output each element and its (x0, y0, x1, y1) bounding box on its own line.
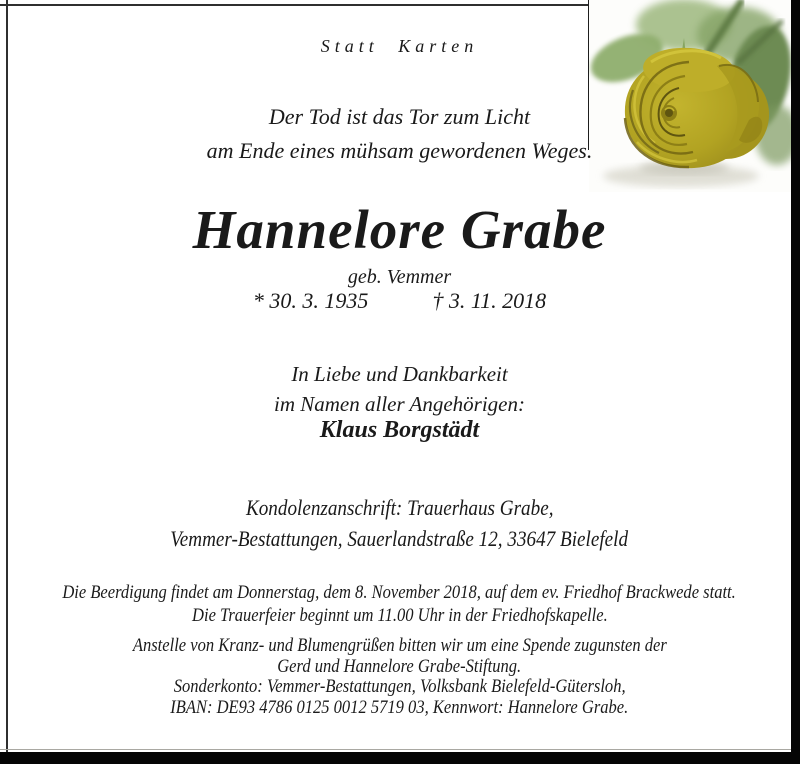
maiden-name: geb. Vemmer (347, 266, 452, 288)
birth-date: * 30. 3. 1935 (252, 288, 369, 313)
scan-edge-right (791, 0, 800, 764)
statt-karten-label: Statt Karten (320, 36, 479, 56)
epigraph-line-1: Der Tod ist das Tor zum Licht (268, 104, 531, 129)
mourner-name: Klaus Borgstädt (319, 417, 480, 443)
donation-info (8, 636, 791, 718)
donation-line-3: Sonderkonto: Vemmer-Bestattungen, Volksbank Bielefeld-Gütersloh, (173, 676, 626, 697)
funeral-info (8, 581, 791, 627)
deceased-name: Hannelore Grabe (192, 199, 607, 260)
donation-line-4: IBAN: DE93 4786 0125 0012 5719 03, Kennwort: Hannelore Grabe. (170, 696, 629, 718)
mourning-line-2: im Namen aller Angehörigen: (274, 392, 525, 416)
condolence-address (8, 492, 791, 554)
condolence-line-2: Vemmer-Bestattungen, Sauerlandstraße 12, 33647 Bielefeld (170, 526, 629, 551)
frame-bottom-line (0, 749, 791, 750)
funeral-line-2: Die Trauerfeier beginnt um 11.00 Uhr in der Friedhofskapelle. (191, 605, 608, 626)
donation-line-2: Gerd und Hannelore Grabe-Stiftung. (277, 655, 522, 677)
mourning-line-1: In Liebe und Dankbarkeit (291, 362, 508, 386)
donation-line-1: Anstelle von Kranz- und Blumengrüßen bitten wir um eine Spende zugunsten der (132, 635, 667, 656)
condolence-line-1: Kondolenzanschrift: Trauerhaus Grabe, (245, 495, 554, 520)
funeral-line-1: Die Beerdigung findet am Donnerstag, dem 8. November 2018, auf dem ev. Friedhof Brackwede statt. (62, 582, 737, 603)
mourning-text (8, 359, 791, 419)
frame-top-line (0, 4, 592, 6)
scan-edge-bottom (0, 752, 800, 764)
life-dates (8, 288, 791, 314)
death-date: † 3. 11. 2018 (432, 288, 547, 313)
epigraph-line-2: am Ende eines mühsam gewordenen Weges. (206, 138, 593, 163)
epigraph (8, 100, 791, 168)
